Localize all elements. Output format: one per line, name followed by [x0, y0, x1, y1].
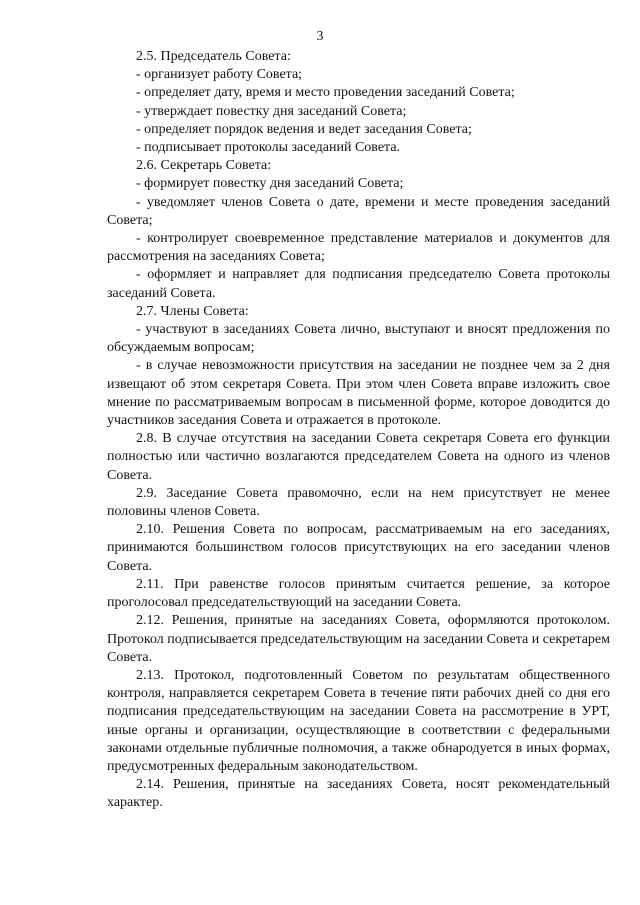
paragraph-2-11: 2.11. При равенстве голосов принятым считается решение, за которое проголосовал председательствующий на заседании Совета. — [107, 576, 610, 611]
member-duty-absence: - в случае невозможности присутствия на заседании не позднее чем за 2 дня извещают об этом секретаря Совета. При этом член Совета вправе изложить свое мнение по рассматриваемым вопросам в письменной форме, которое доводится до участников заседания Совета и отражается в протоколе. — [107, 358, 610, 429]
paragraph-2-10: 2.10. Решения Совета по вопросам, рассматриваемым на его заседаниях, принимаются большинством голосов присутствующих на его заседании членов Совета. — [107, 522, 610, 574]
secretary-duty-protocols: - оформляет и направляет для подписания председателю Совета протоколы заседаний Совета. — [107, 267, 610, 301]
secretary-duty-agenda: - формирует повестку дня заседаний Совета; — [136, 176, 404, 192]
chair-duty-sign-protocols: - подписывает протоколы заседаний Совета. — [136, 140, 401, 156]
secretary-duty-notify: - уведомляет членов Совета о дате, времени и месте проведения заседаний Совета; — [107, 194, 610, 228]
paragraph-2-12: 2.12. Решения, принятые на заседаниях Совета, оформляются протоколом. Протокол подписывается председательствующим на заседании Совета и секретарем Совета. — [107, 613, 610, 665]
document-body — [107, 48, 610, 813]
chair-duty-schedule: - определяет дату, время и место проведения заседаний Совета; — [136, 85, 515, 101]
paragraph-2-9: 2.9. Заседание Совета правомочно, если на нем присутствует не менее половины членов Совета. — [107, 485, 610, 520]
paragraph-2-13: 2.13. Протокол, подготовленный Советом по результатам общественного контроля, направляется секретарем Совета в течение пяти рабочих дней со дня его подписания председательствующим на заседании Совета на рассмотрение в УРТ, иные органы и организации, осуществляющие в соответствии с федеральными законами отдельные публичные полномочия, а также обнародуется в иных формах, предусмотренных федеральным законодательством. — [107, 667, 610, 774]
paragraph-2-14: 2.14. Решения, принятые на заседаниях Совета, носят рекомендательный характер. — [107, 777, 610, 811]
page-number: 3 — [316, 29, 324, 44]
chair-duty-approve-agenda: - утверждает повестку дня заседаний Совета; — [136, 103, 407, 119]
member-duty-participate: - участвуют в заседаниях Совета лично, выступают и вносят предложения по обсуждаемым вопросам; — [107, 322, 610, 356]
paragraph-2-6-heading: 2.6. Секретарь Совета: — [136, 158, 272, 174]
paragraph-2-5-heading: 2.5. Председатель Совета: — [136, 49, 291, 64]
chair-duty-organize: - организует работу Совета; — [136, 67, 303, 83]
chair-duty-conduct-meetings: - определяет порядок ведения и ведет заседания Совета; — [136, 121, 472, 137]
paragraph-2-8: 2.8. В случае отсутствия на заседании Совета секретаря Совета его функции полностью или частично возлагаются председателем Совета на одного из членов Совета. — [107, 431, 610, 483]
paragraph-2-7-heading: 2.7. Члены Совета: — [136, 303, 249, 319]
secretary-duty-materials: - контролирует своевременное представление материалов и документов для рассмотрения на заседаниях Совета; — [107, 231, 610, 265]
